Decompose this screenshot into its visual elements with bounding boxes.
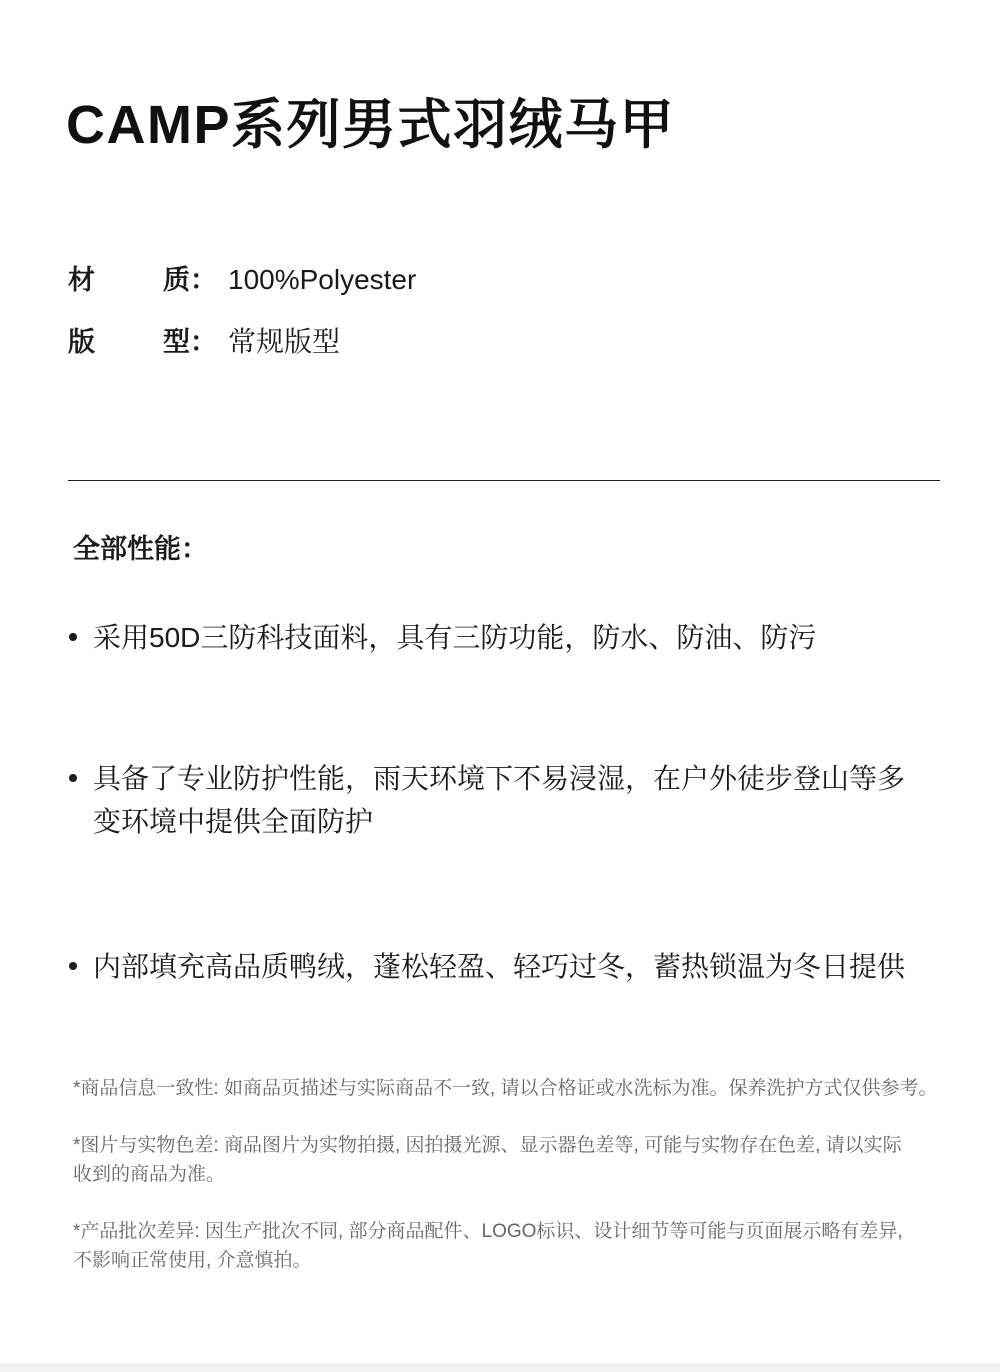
footnote-line: *商品信息一致性: 如商品页描述与实际商品不一致, 请以合格证或水洗标为准。保养洗护方式仅供参考。 <box>73 1078 938 1099</box>
spec-label-end: 型： <box>163 327 217 357</box>
feature-line: 采用50D三防科技面料，具有三防功能，防水、防油、防污 <box>93 622 817 653</box>
footnote-consistency <box>73 1074 938 1103</box>
spec-value-fit: 常规版型 <box>228 326 341 357</box>
feature-text <box>93 945 905 988</box>
features-heading: 全部性能： <box>73 534 208 564</box>
feature-line: 具备了专业防护性能，雨天环境下不易浸湿，在户外徒步登山等多 <box>93 763 906 794</box>
feature-text <box>93 616 816 659</box>
feature-line: 内部填充高品质鸭绒，蓬松轻盈、轻巧过冬，蓄热锁温为冬日提供 <box>93 951 906 982</box>
spec-row-fit <box>0 324 1000 360</box>
bullet-dot-icon <box>69 633 77 641</box>
spec-label-start: 材 <box>68 265 95 295</box>
bullet-dot-icon <box>69 774 77 782</box>
spec-value-material: 100%Polyester <box>228 264 417 295</box>
footnote-line: 收到的商品为准。 <box>73 1164 226 1185</box>
footnote-line: 不影响正常使用, 介意慎拍。 <box>73 1250 312 1271</box>
section-divider <box>68 480 940 481</box>
footnote-line: *图片与实物色差: 商品图片为实物拍摄, 因拍摄光源、显示器色差等, 可能与实物存在色差, 请以实际 <box>73 1135 902 1156</box>
bottom-strip <box>0 1363 1000 1372</box>
spec-label-end: 质： <box>163 265 217 295</box>
feature-text <box>93 757 905 843</box>
spec-label-start: 版 <box>68 327 95 357</box>
footnote-line: *产品批次差异: 因生产批次不同, 部分商品配件、LOGO标识、设计细节等可能与页面展示略有差异, <box>73 1221 903 1242</box>
footnote-color-difference <box>73 1131 902 1189</box>
footnote-batch-difference <box>73 1217 903 1275</box>
feature-line: 变环境中提供全面防护 <box>93 806 374 837</box>
product-title: CAMP系列男式羽绒马甲 <box>66 95 675 155</box>
bullet-dot-icon <box>69 962 77 970</box>
spec-row-material <box>0 262 1000 298</box>
